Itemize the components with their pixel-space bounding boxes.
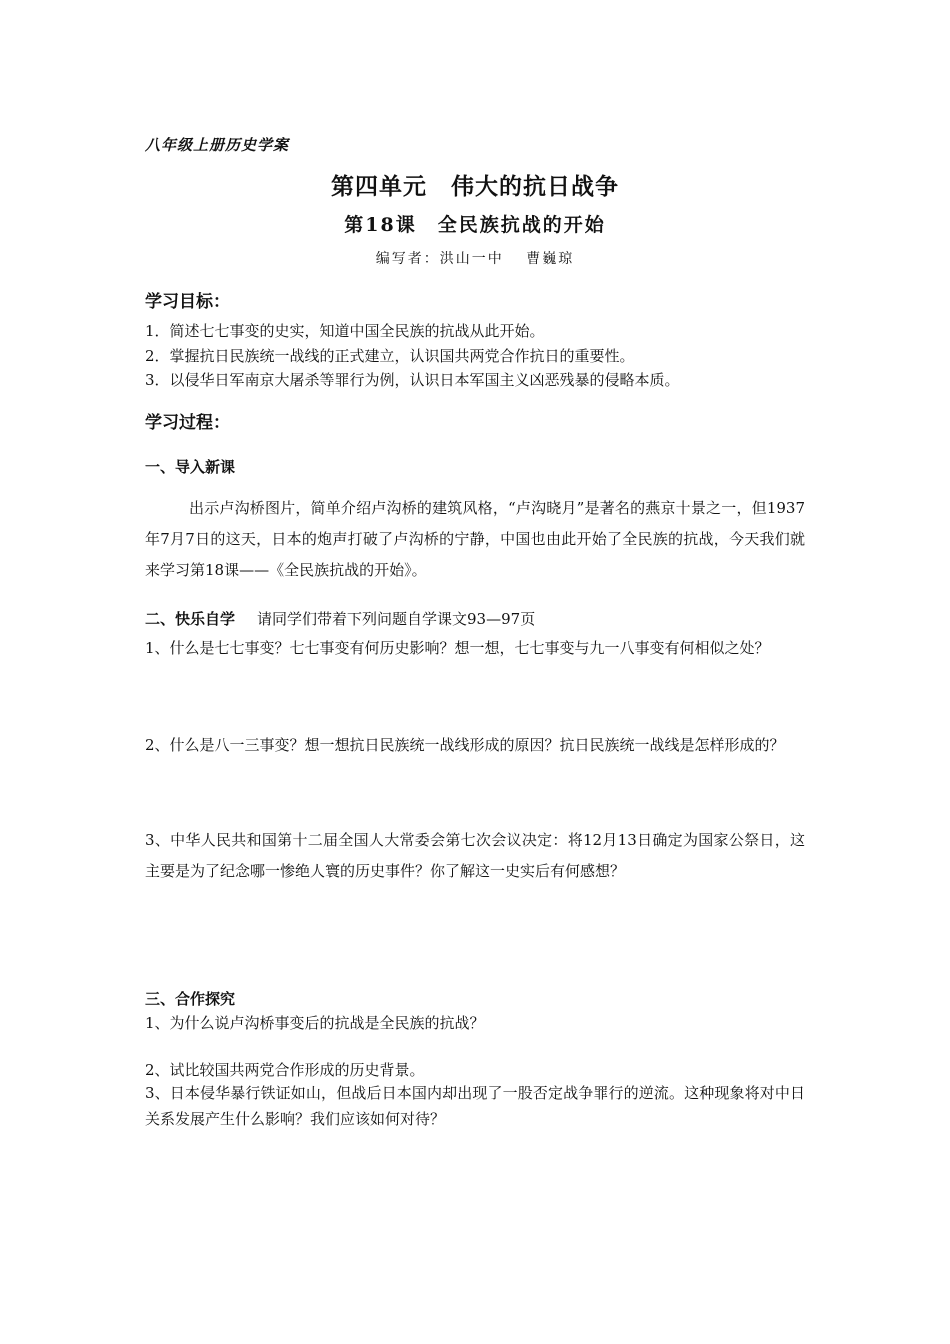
self-study-question: 3、中华人民共和国第十二届全国人大常委会第七次会议决定：将12月13日确定为国家公祭日，这主要是为了纪念哪一惨绝人寰的历史事件？你了解这一史实后有何感想？ <box>145 831 805 880</box>
objective-item: 1．简述七七事变的史实，知道中国全民族的抗战从此开始。 <box>145 322 545 340</box>
objectives-heading: 学习目标： <box>145 292 230 312</box>
cooperation-question: 2、试比较国共两党合作形成的历史背景。 <box>145 1061 425 1079</box>
intro-paragraph: 出示卢沟桥图片，简单介绍卢沟桥的建筑风格，“卢沟晓月”是著名的燕京十景之一，但1937年7月7日的这天，日本的炮声打破了卢沟桥的宁静，中国也由此开始了全民族的抗战，今天我们就来学习第18课——《全民族抗战的开始》。 <box>145 499 805 579</box>
self-study-heading <box>145 608 535 629</box>
course-label: 八年级上册历史学案 <box>145 136 290 154</box>
process-heading: 学习过程： <box>145 413 230 433</box>
self-study-note: 请同学们带着下列问题自学课文93—97页 <box>257 610 536 628</box>
self-study-title: 二、快乐自学 <box>145 610 236 628</box>
cooperation-heading: 三、合作探究 <box>145 990 236 1008</box>
cooperation-question: 1、为什么说卢沟桥事变后的抗战是全民族的抗战？ <box>145 1014 485 1032</box>
self-study-question: 1、什么是七七事变？七七事变有何历史影响？想一想，七七事变与九一八事变有何相似之处？ <box>145 639 770 657</box>
objective-item: 3．以侵华日军南京大屠杀等罪行为例，认识日本军国主义凶恶残暴的侵略本质。 <box>145 371 680 389</box>
unit-title: 第四单元 伟大的抗日战争 <box>331 174 619 200</box>
author-line: 编写者：洪山一中 曹巍琼 <box>375 251 575 267</box>
intro-heading: 一、导入新课 <box>145 458 236 476</box>
objective-item: 2．掌握抗日民族统一战线的正式建立，认识国共两党合作抗日的重要性。 <box>145 347 635 365</box>
self-study-question: 2、什么是八一三事变？想一想抗日民族统一战线形成的原因？抗日民族统一战线是怎样形成的？ <box>145 736 785 754</box>
lesson-title: 第18课 全民族抗战的开始 <box>344 214 606 236</box>
cooperation-question: 3、日本侵华暴行铁证如山，但战后日本国内却出现了一股否定战争罪行的逆流。这种现象将对中日关系发展产生什么影响？我们应该如何对待？ <box>145 1084 805 1128</box>
